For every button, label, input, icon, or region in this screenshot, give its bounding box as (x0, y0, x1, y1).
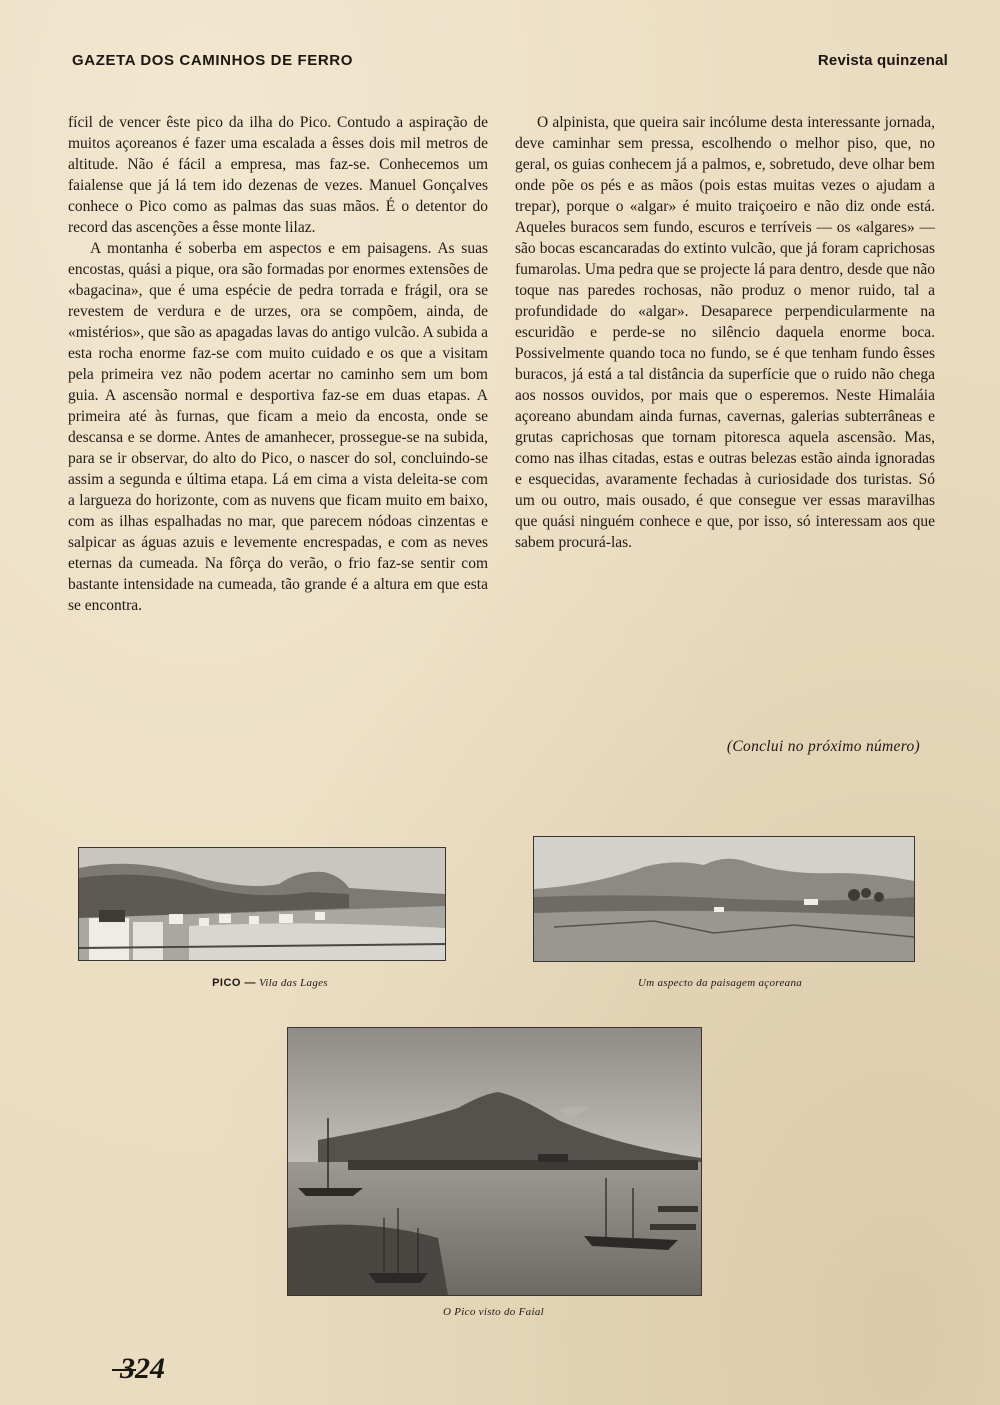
photo-pico-from-faial (287, 1027, 702, 1296)
page-header (72, 52, 948, 74)
page-number: 324 (120, 1352, 165, 1385)
paragraph: O alpinista, que queira sair incólume desta interessante jornada, deve caminhar sem pressa, escolhendo o melhor piso, que, no geral, os guias conhecem já a palmos, e, sobretudo, deve olhar bem onde põe os pés e as mãos (pois estas muitas vezes o ajudam a trepar), porque o «algar» é muito traiçoeiro e não diz onde está. Aqueles buracos sem fundo, escuros e terríveis — os «algares» — são bocas escancaradas do extinto vulcão, que já foram caprichosas fumarolas. Uma pedra que se projecte lá para dentro, desde que não toque nas paredes rochosas, não produz o menor ruido, tal a profundidade do «algar». Desaparece perpendicularmente na escuridão e perde-se no silêncio daquela enorme boca. Possivelmente quando toca no fundo, se é que tenham fundo êsses buracos, já está a tal distância da superfície que o ruido não chega aos nossos ouvidos, por mais que o esperemos. Neste Himaláia açoreano abundam ainda furnas, cavernas, galerias subterrâneas e grutas caprichosas que tornam pitoresca aquela ascensão. Mas, como nas ilhas citadas, estas e outras belezas estão ainda ignoradas e esquecidas, avaramente fechadas à curiosidade dos turistas. Só um ou outro, mais ousado, é que consegue ver essas maravilhas que quási ninguém conhece e que, por isso, só interessam aos que sabem procurá-las. (515, 114, 935, 551)
photo-caption (120, 977, 420, 989)
caption-location: PICO — (212, 977, 257, 989)
photo-caption: O Pico visto do Faial (442, 1306, 544, 1318)
left-column (68, 112, 488, 616)
paragraph: fícil de vencer êste pico da ilha do Pico. Contudo a aspiração de muitos açoreanos é fazer uma escalada a êsses dois mil metros de altitude. Não é fácil a empresa, mas faz-se. Conhecemos um faialense que já lá tem ido dezenas de vezes. Manuel Gonçalves conhece o Pico como as palmas das suas mãos. É o detentor do record das ascenções a êsse monte lilaz. (68, 114, 488, 236)
continuation-note: (Conclui no próximo número) (726, 738, 920, 755)
photo-caption: Um aspecto da paisagem açoreana (637, 977, 803, 989)
magazine-title: GAZETA DOS CAMINHOS DE FERRO (72, 52, 353, 69)
photo-azorean-landscape (533, 836, 915, 962)
right-column (515, 112, 935, 553)
paragraph: A montanha é soberba em aspectos e em paisagens. As suas encostas, quási a pique, ora são formadas por enormes extensões de «bagacina», que é uma espécie de pedra torrada e frágil, ora se revestem de verdura e de urzes, ora se compõem, ainda, de «mistérios», que são as apagadas lavas do antigo vulcão. A subida a esta rocha enorme faz-se com muito cuidado e os que a visitam pela primeira vez não podem acertar no caminho sem um bom guia. A ascensão normal e desportiva faz-se em duas etapas. A primeira até às furnas, que ficam a meio da encosta, onde se descansa e se dorme. Antes de amanhecer, prossegue-se na subida, para se ir observar, do alto do Pico, o nascer do sol, concluindo-se assim a segunda e última etapa. Lá em cima a vista deleita-se com a largueza do horizonte, com as nuvens que ficam muito em baixo, com as ilhas espalhadas no mar, que parecem nódoas cinzentas e salpicar as águas azuis e levemente encrespadas, e com as neves eternas da cumeada. Na fôrça do verão, o frio faz-se sentir com bastante intensidade na cumeada, tão grande é a altura em que esta se encontra. (68, 240, 488, 614)
photo-vila-das-lages (78, 847, 446, 961)
caption-text: Vila das Lages (259, 977, 328, 989)
magazine-subtitle: Revista quinzenal (817, 52, 948, 69)
